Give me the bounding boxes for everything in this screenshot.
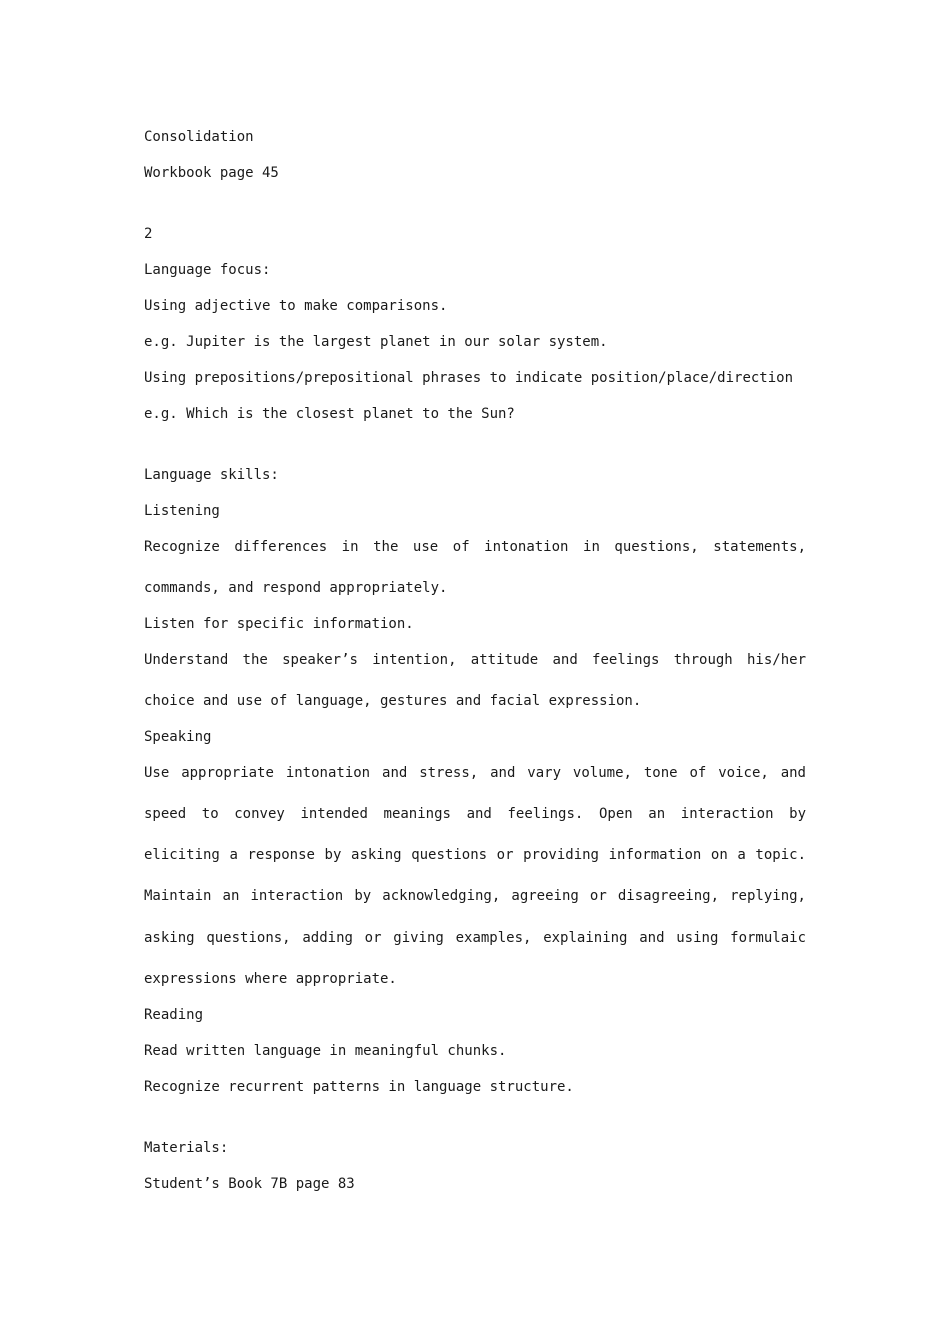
- text-line: Understand the speaker’s intention, attitude and feelings through his/her: [144, 652, 806, 668]
- section-heading-language-skills: Language skills:: [144, 467, 279, 483]
- section-heading-language-focus: Language focus:: [144, 262, 271, 278]
- text-line: Read written language in meaningful chunks.: [144, 1043, 507, 1059]
- text-line: expressions where appropriate.: [144, 971, 397, 987]
- text-line: e.g. Which is the closest planet to the Sun?: [144, 406, 515, 422]
- section-heading-materials: Materials:: [144, 1140, 229, 1156]
- text-line: eliciting a response by asking questions or providing information on a topic.: [144, 847, 806, 863]
- text-line: Maintain an interaction by acknowledging, agreeing or disagreeing, replying,: [144, 888, 806, 904]
- text-line: choice and use of language, gestures and facial expression.: [144, 693, 642, 709]
- text-line: Workbook page 45: [144, 165, 279, 181]
- text-line: Student’s Book 7B page 83: [144, 1176, 355, 1192]
- section-heading-consolidation: Consolidation: [144, 129, 254, 145]
- text-line: Recognize differences in the use of intonation in questions, statements,: [144, 539, 806, 555]
- subheading-reading: Reading: [144, 1007, 204, 1023]
- subheading-speaking: Speaking: [144, 729, 212, 745]
- text-line: e.g. Jupiter is the largest planet in our solar system.: [144, 334, 608, 350]
- section-number: 2: [144, 226, 153, 242]
- text-line: speed to convey intended meanings and feelings. Open an interaction by: [144, 806, 806, 822]
- text-line: commands, and respond appropriately.: [144, 580, 448, 596]
- text-line: Using prepositions/prepositional phrases to indicate position/place/direction: [144, 370, 794, 386]
- text-line: Listen for specific information.: [144, 616, 414, 632]
- text-line: Use appropriate intonation and stress, and vary volume, tone of voice, and: [144, 765, 806, 781]
- subheading-listening: Listening: [144, 503, 220, 519]
- text-line: Recognize recurrent patterns in language structure.: [144, 1079, 574, 1095]
- text-line: Using adjective to make comparisons.: [144, 298, 448, 314]
- text-line: asking questions, adding or giving examples, explaining and using formulaic: [144, 930, 806, 946]
